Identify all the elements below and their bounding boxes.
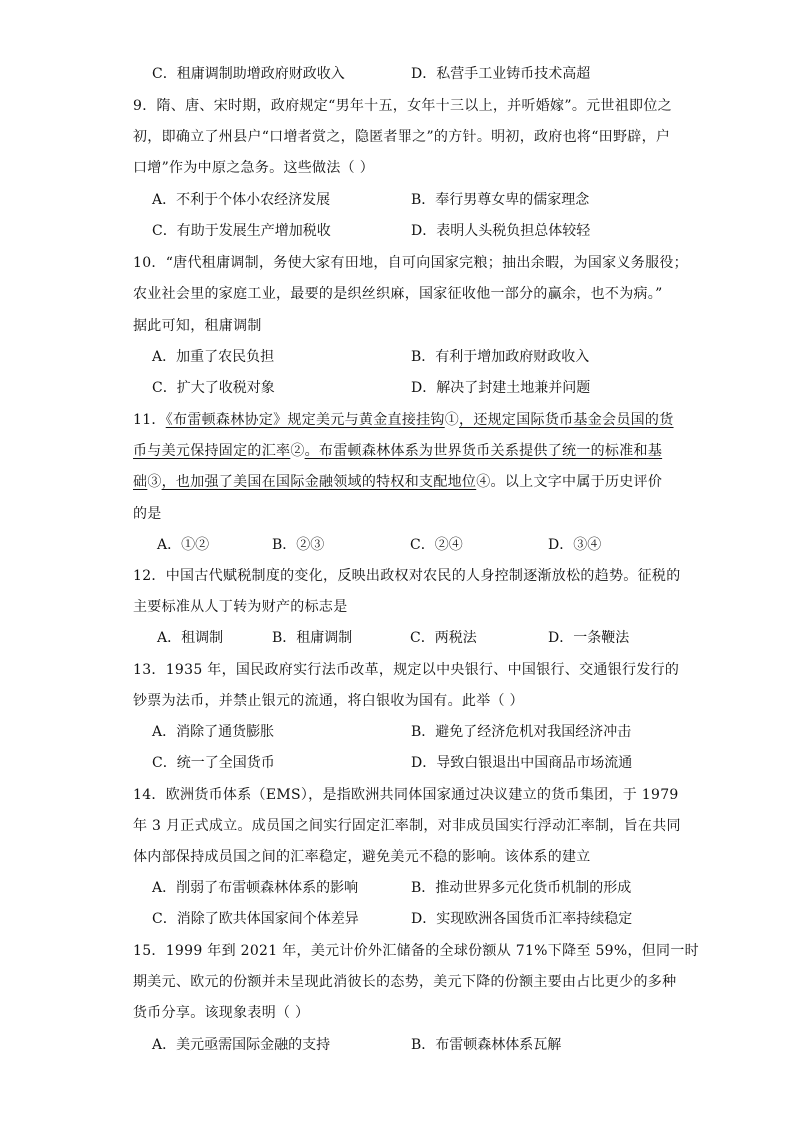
option-text: 租庸调制 [296, 630, 353, 646]
option-letter: B． [411, 192, 436, 208]
option-text: 租调制 [181, 630, 224, 646]
q10-option-b[interactable] [411, 347, 589, 367]
option-letter: D． [411, 223, 437, 239]
q11-option-c[interactable] [410, 535, 463, 555]
option-text: ①② [181, 537, 210, 553]
q13-stem-line-2: 钞票为法币，并禁止银元的流通，将白银收为国有。此举（ ） [133, 693, 524, 709]
option-letter: A． [152, 880, 177, 896]
option-letter: C． [152, 223, 177, 239]
q11-marker-1: ① [444, 412, 460, 428]
q11-option-b[interactable] [272, 535, 324, 555]
q14-option-d[interactable] [411, 909, 632, 929]
q12-stem-line-1: 12．中国古代赋税制度的变化，反映出政权对农民的人身控制逐渐放松的趋势。征税的 [133, 568, 681, 584]
option-text: ②④ [434, 537, 463, 553]
q10-stem-line-2: 农业社会里的家庭工业，最要的是织丝织麻，国家征收他一部分的赢余，也不为病。” [133, 286, 663, 302]
q14-option-a[interactable] [152, 878, 358, 898]
q9-stem-line-3: 口增”作为中原之急务。这些做法（ ） [133, 160, 375, 176]
q11-segment-3b: 础 [133, 474, 148, 490]
q15-option-b[interactable] [411, 1035, 561, 1055]
option-letter: D． [411, 66, 437, 82]
q14-stem-line-3: 体内部保持成员国之间的汇率稳定，避免美元不稳的影响。该体系的建立 [133, 849, 591, 865]
option-letter: B． [272, 630, 297, 646]
q12-option-a[interactable] [157, 628, 223, 648]
q13-stem-line-1: 13．1935 年，国民政府实行法币改革，规定以中央银行、中国银行、交通银行发行的 [133, 662, 680, 678]
q10-option-c[interactable] [152, 378, 275, 398]
q8-option-c[interactable] [152, 64, 345, 84]
q11-stem-line-3 [133, 472, 673, 492]
option-text: 私营手工业铸币技术高超 [436, 66, 591, 82]
q11-number: 11． [133, 412, 166, 428]
q11-option-a[interactable] [157, 535, 209, 555]
q11-tail: 。以上文字中属于历史评价 [490, 474, 663, 490]
option-text: 加重了农民负担 [176, 349, 275, 365]
q11-marker-2: ② [290, 443, 305, 459]
option-text: 解决了封建土地兼并问题 [436, 380, 591, 396]
q11-segment-4: ，也加强了美国在国际金融领域的特权和支配地位 [161, 474, 477, 490]
option-letter: C． [152, 66, 177, 82]
q11-segment-3a: 。布雷顿森林体系为世界货币关系提供了统一的标准和基 [304, 443, 663, 459]
q13-option-b[interactable] [411, 722, 631, 742]
q15-stem-line-3: 货币分享。该现象表明（ ） [133, 1005, 310, 1021]
q12-option-c[interactable] [410, 628, 477, 648]
q11-stem-line-2 [133, 441, 673, 461]
q9-option-d[interactable] [411, 221, 590, 241]
option-text: 不利于个体小农经济发展 [176, 192, 331, 208]
option-text: 导致白银退出中国商品市场流通 [436, 755, 633, 771]
q8-option-d[interactable] [411, 64, 590, 84]
q12-option-b[interactable] [272, 628, 352, 648]
q9-option-b[interactable] [411, 190, 589, 210]
q13-option-c[interactable] [152, 753, 275, 773]
q11-option-d[interactable] [548, 535, 601, 555]
option-letter: C． [152, 380, 177, 396]
q9-stem-line-1: 9．隋、唐、宋时期，政府规定“男年十五，女年十三以上，并听婚嫁”。元世祖即位之 [133, 98, 672, 114]
option-letter: D． [548, 630, 574, 646]
q14-stem-line-1: 14．欧洲货币体系（EMS），是指欧洲共同体国家通过决议建立的货币集团，于 1979 [133, 787, 679, 803]
option-letter: B． [411, 1037, 436, 1053]
q13-option-d[interactable] [411, 753, 632, 773]
option-text: 扩大了收税对象 [176, 380, 275, 396]
q11-marker-3: ③ [147, 474, 162, 490]
option-text: 消除了通货膨胀 [176, 724, 275, 740]
option-text: ②③ [296, 537, 325, 553]
q10-stem-line-3: 据此可知，租庸调制 [133, 318, 262, 334]
option-letter: A． [157, 630, 182, 646]
option-letter: A． [152, 1037, 177, 1053]
q14-stem-line-2: 年 3 月正式成立。成员国之间实行固定汇率制，对非成员国实行浮动汇率制，旨在共同 [133, 818, 681, 834]
option-text: ③④ [573, 537, 602, 553]
option-letter: A． [152, 724, 177, 740]
option-text: 租庸调制助增政府财政收入 [176, 66, 345, 82]
option-text: 美元亟需国际金融的支持 [176, 1037, 331, 1053]
option-letter: B． [411, 349, 436, 365]
option-text: 奉行男尊女卑的儒家理念 [435, 192, 590, 208]
option-text: 有助于发展生产增加税收 [176, 223, 331, 239]
q10-option-a[interactable] [152, 347, 274, 367]
option-letter: A． [152, 192, 177, 208]
q11-segment-2b: 币与美元保持固定的汇率 [133, 443, 291, 459]
q15-stem-line-2: 期美元、欧元的份额并未呈现此消彼长的态势，美元下降的份额主要由占比更少的多种 [133, 974, 677, 990]
q12-option-d[interactable] [548, 628, 629, 648]
q15-stem-line-1: 15．1999 年到 2021 年，美元计价外汇储备的全球份额从 71%下降至 59%，但同一时 [133, 943, 699, 959]
option-text: 消除了欧共体国家间个体差异 [176, 911, 359, 927]
option-text: 统一了全国货币 [176, 755, 275, 771]
option-letter: A． [157, 537, 182, 553]
option-letter: D． [411, 380, 437, 396]
q12-stem-line-2: 主要标准从人丁转为财产的标志是 [133, 599, 348, 615]
option-text: 两税法 [434, 630, 477, 646]
option-letter: B． [411, 724, 436, 740]
q11-stem-line-1 [133, 410, 673, 430]
option-letter: D． [548, 537, 574, 553]
option-letter: D． [411, 755, 437, 771]
option-letter: B． [411, 880, 436, 896]
option-letter: C． [152, 755, 177, 771]
option-letter: C． [152, 911, 177, 927]
q9-option-a[interactable] [152, 190, 330, 210]
option-letter: C． [410, 537, 435, 553]
q15-option-a[interactable] [152, 1035, 330, 1055]
q14-option-b[interactable] [411, 878, 631, 898]
q9-stem-line-2: 初，即确立了州县户“口增者赏之，隐匿者罪之”的方针。明初，政府也将“田野辟，户 [133, 129, 671, 145]
option-text: 推动世界多元化货币机制的形成 [435, 880, 632, 896]
option-text: 有利于增加政府财政收入 [435, 349, 590, 365]
option-text: 避免了经济危机对我国经济冲击 [435, 724, 632, 740]
q11-marker-4: ④ [476, 474, 491, 490]
q11-segment-2a: ，还规定国际货币基金会员国的货 [459, 412, 674, 428]
option-letter: B． [272, 537, 297, 553]
q10-option-d[interactable] [411, 378, 590, 398]
q10-stem-line-1: 10．“唐代租庸调制，务使大家有田地，自可向国家完粮；抽出余暇，为国家义务服役； [133, 255, 688, 271]
option-letter: C． [410, 630, 435, 646]
q14-option-c[interactable] [152, 909, 359, 929]
option-text: 表明人头税负担总体较轻 [436, 223, 591, 239]
q11-stem-line-4: 的是 [133, 506, 162, 522]
option-text: 实现欧洲各国货币汇率持续稳定 [436, 911, 633, 927]
q9-option-c[interactable] [152, 221, 331, 241]
option-text: 一条鞭法 [573, 630, 630, 646]
option-text: 削弱了布雷顿森林体系的影响 [176, 880, 359, 896]
option-letter: D． [411, 911, 437, 927]
option-text: 布雷顿森林体系瓦解 [435, 1037, 562, 1053]
option-letter: A． [152, 349, 177, 365]
q13-option-a[interactable] [152, 722, 274, 742]
q11-segment-1: 《布雷顿森林协定》规定美元与黄金直接挂钩 [165, 412, 445, 428]
